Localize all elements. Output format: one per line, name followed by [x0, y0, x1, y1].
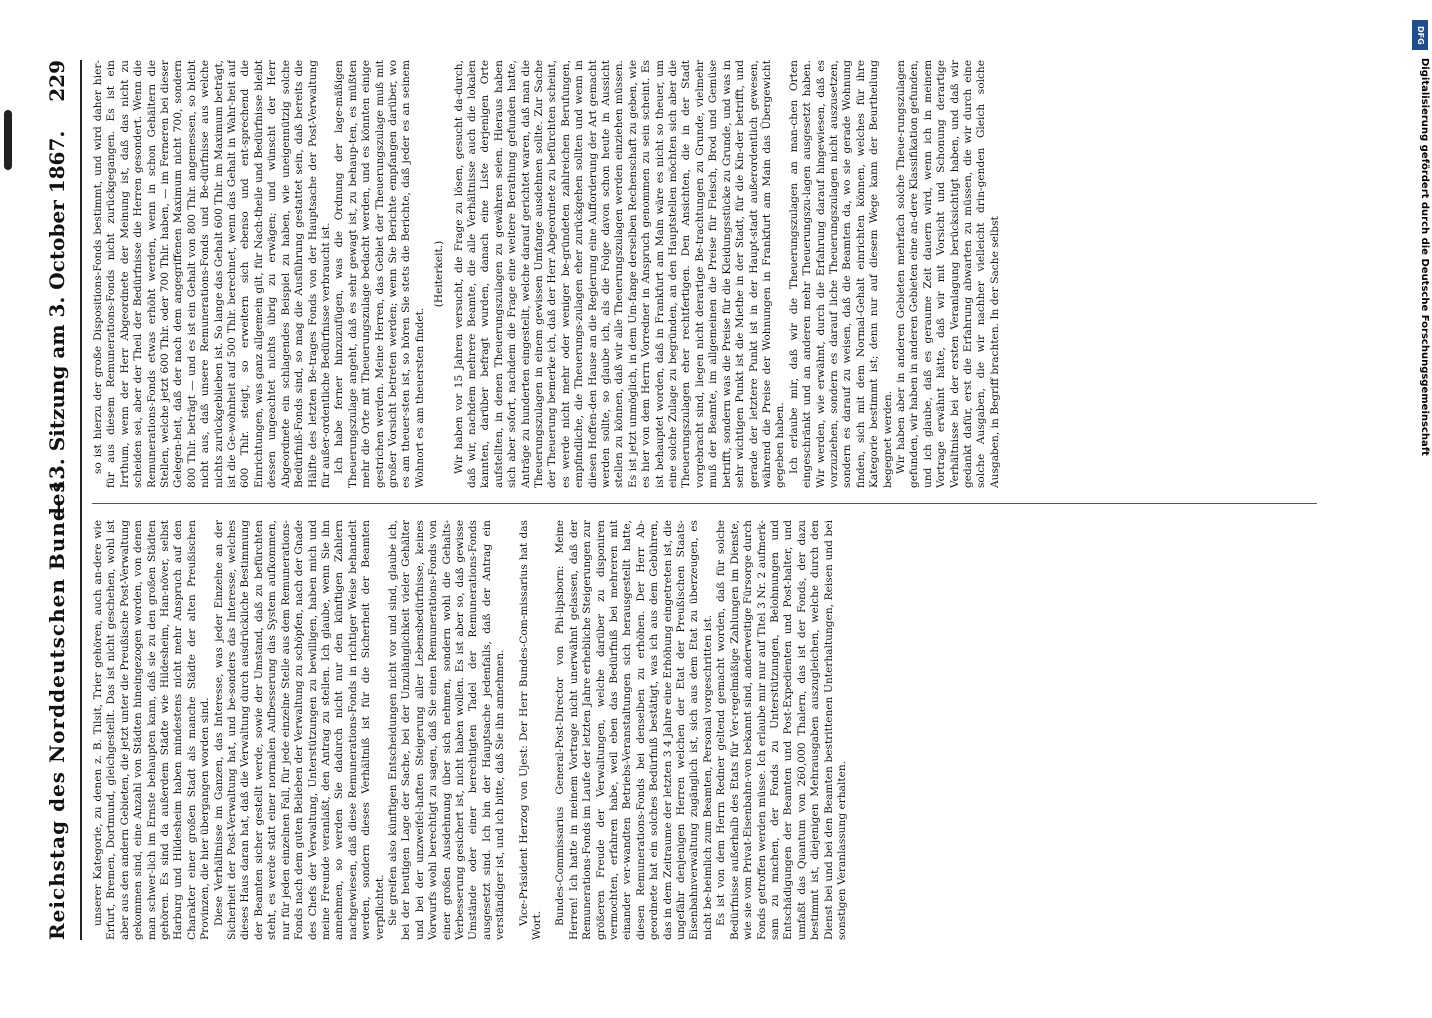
header-rule [80, 60, 82, 940]
paragraph: Es ist von dem Herrn Redner geltend gemacht worden, daß für solche Bedürfnisse außerhalb des Etats für Ver-regelmäßige Zahlungen im Dienste, wie sie vom Privat-Eisenbahn-von bekannt sind, anderweitige Fürsorge durch Fonds getroffen werden müsse. Ich erlaube mir nur auf Titel 3 Nr. 2 aufmerk-sam zu machen, der Fonds zu Unterstützungen, Belohnungen und Entschädigungen der Beamten und Post-Expedienten und Post-halter, und umfaßt das Quantum von 260,000 Thalern, das ist der Fonds, der dazu bestimmt ist, diejenigen Mehrausgaben auszugleichen, welche durch den Dienst bei und bei den Beamten bestrittenen Unterhaltungen, Reisen und bei sonstigen Veranlassung erhalten. [715, 520, 848, 940]
speaker-paragraph: Bundes-Commissarius General-Post-Director von Phi-lipsborn: Meine Herren! Ich hatte in meinem Vortrage nicht unerwähnt gelassen, daß der Remunerations-Fonds im Laufe der letzten Jahre erhebliche Steigerungen zur größeren Freude der Verwaltungen, welche darüber zu disponiren vermochten, erfahren habe, weil eben das Bedürfniß bei mehreren mit einander ver-wandten Betriebs-Veranstaltungen sich herausgestellt hatte, diesen Remunerations-Fonds bei denselben zu erhöhen. Der Herr Ab-geordnete hat ein solches Bedürfniß bestätigt, was ich aus dem Gebühren, das in dem Zeitraume der letzten 3 4 Jahre eine Erhöhung eingetreten ist, die ungefähr denjenigen Herren welchen der Etat der Preußischen Staats-Eisenbahnverwaltung zugänglich ist, sich aus dem Etat zu überzeugen, es nicht be-heimlich zum Beamten, Personal vorgeschritten ist. [554, 520, 714, 940]
scan-edge-mark [4, 110, 12, 170]
credit-text: Digitalisierung gefördert durch die Deutsche Forschungsgemeinschaft [1419, 58, 1430, 456]
right-column [92, 60, 1317, 488]
paragraph: Ich erlaube mir, daß wir die Theuerungszulagen an man-chen Orten eingeschränkt und an anderen mehr Theuerungszu-lagen ausgesetzt haben. Wir werden, wie erwähnt, durch die Erfahrung darauf hingewiesen, daß es vorzuziehen, sondern es darauf liche Theuerungszulagen nicht auszusetzen, sondern es darauf zu weisen, daß die Beamten da, wo sie gerade Wohnung finden, sich mit dem Normal-Gehalt einrichten können, welches für ihre Kategorie bestimmt ist; denn nur auf diesem Wege kann der Beurtheilung begegnet werden. [787, 60, 894, 488]
paragraph: Sie greifen also künftigen Entscheidungen nicht vor und sind, glaube ich, bei der heutigen Lage der Sache, bei der Unzulänglichkeit vieler Gehälter und bei der unzweifel-haften Steigerung aller Lebensbedürfnisse, keines Vorwurfs wohl berechtigt zu sagen, daß Sie einen Remunerations-Fonds von einer großen Ausdehnung über sich nehmen, sondern wohl die Gehalts-Verbesserung gesichert ist, nicht haben wollen. Es ist aber so, daß gewisse Umstände oder einer berechtigten Tadel der Remunerations-Fonds ausgesetzt sind. Ich bin der Hauptsache jedenfalls, daß der Antrag ein verständiger ist, und ich bitte, daß Sie ihn annehmen. [386, 520, 507, 940]
paragraph: Ich habe ferner hinzuzufügen, was die Ordnung der lage-mäßigen Theuerungszulage angeht, daß es sehr gewagt ist, zu behaup-ten, es müßten mehr die Orte mit Theuerungszulage bedacht werden, und es könnten einige gestrichen werden. Meine Herren, das Gebiet der Theuerungszulage muß mit großer Vorsicht betreten werden; wenn Sie Berichte empfangen darüber, wo es am theuer-sten ist, so hören Sie stets die Berichte, daß jeder es an seinem Wohnort es am theuersten findet. [333, 60, 426, 488]
paragraph: Diese Verhältnisse im Ganzen, das Interesse, was jeder Einzelne an der Sicherheit der Post-Verwaltung hat, und be-sonders das Interesse, welches dieses Haus daran hat, daß die Verwaltung durch ausdrückliche Bestimmung der Beamten sicher gestellt werde, sowie der Umstand, daß zu befürchten steht, es werde statt einer normalen Aufbesserung das System aufkommen, nur für jeden einzelnen Fall, für jede einzelne Stelle aus dem Remunerations-Fonds nach dem guten Belieben der Verwaltung zu schöpfen, nach der Gnade des Chefs der Verwaltung, Unterstützungen zu bewilligen, haben mich und meine Freunde veranlaßt, den Antrag zu stellen. Ich glaube, wenn Sie ihn annehmen, so werden Sie dadurch nicht nur den künftigen Zahlern nachgewiesen, daß diese Remunerations-Fonds in richtiger Weise behandelt werden, sondern dieses Verhältniß ist für die Sicherheit der Beamten verpflichtet. [212, 520, 386, 940]
digitization-credit [1410, 20, 1430, 980]
speaker-paragraph: Vice-Präsident Herzog von Ujest: Der Herr Bundes-Com-missarius hat das Wort. [517, 520, 543, 940]
running-header [45, 60, 85, 940]
page-number: 229 [45, 60, 69, 102]
session-date: — 13. Sitzung am 3. October 1867. [45, 130, 69, 520]
dfg-logo: DFG [1412, 20, 1428, 50]
paragraph: Wir haben aber in anderen Gebieten mehrfach solche Theue-rungszulagen gefunden, wir haben in anderen Gebieten eine an-dere Klassifikation gefunden, und ich glaube, daß es geraume Zeit dauern wird, wenn ich in meinem Vortrage erwähnt hätte, daß wir mit Vorsicht und Schonung derartige Verhältnisse bei der ersten Veranlagung berücksichtigt haben, und daß wir gedankt dafür, erst die Erfahrung abwarten zu müssen, die wir durch eine solche Ausgaben, die wir nachher vielleicht drin-genden Gleich solche Ausgaben, in Begriff brachten. In der Sache selbst [894, 60, 1001, 488]
paragraph: unserer Kategorie, zu denen z. B. Tilsit, Trier gehören, auch an-dere wie Erfurt, Bremen, Dortmund, gleichgestellt. Das ist nicht geschehen, wohl ist aber aus den andern Gebieten, die jetzt unter die Preußische Post-Verwaltung gekommen sind, eine Anzahl von Städten hineingezogen worden, von denen man schwer-lich im Ernste behaupten kann, daß sie zu den großen Städten gehören. Es sind da außerdem Städte wie Hildesheim, Han-növer, selbst Harburg und Hildesheim haben mindestens nicht mehr Anspruch auf den Charakter einer großen Stadt als manche Städte der alten Preußischen Provinzen, die hier übergangen worden sind. [92, 520, 212, 940]
left-column [92, 520, 1317, 940]
paragraph: so ist hierzu der große Dispositions-Fonds bestimmt, und wird daher hier-für aus diesem Remunerations-Fonds nicht zurückgegangen. Es ist ein Irrthum, wenn der Herr Abgeordnete der Meinung ist, daß das nicht zu scheiden sei, aber der Theil der Bedürfnisse die Herren gesondert. Wenn die Remunerations-Fonds etwas erhöht werden, wenn in schon Gehältern die Stellen, welche jetzt 600 Thlr. oder 700 Thlr. haben, — im Ferneren bei dieser Gelegen-heit, daß der nach dem angegriffenen Maximum nicht 700, sondern 800 Thlr. beträgt — und es ist ein Gehalt von 800 Thlr. angemessen, so bleibt nicht aus, daß unsere Remunerations-Fonds und Be-dürfnisse aus welche nichts zurückgeblieben ist. So lange das Gehalt 600 Thlr. im Maximum beträgt, ist die Ge-wohnheit auf 500 Thlr. berechnet, wenn das Gehalt in Wahr-heit auf 600 Thlr. steigt, so erweitern sich ebenso und ent-sprechend die Einrichtungen, was ganz allgemein gilt, für Nach-theile und Bedürfnisse bleibt dessen ungeachtet nichts übrig zu erwägen; und wünscht der Herr Abgeordnete ein schlagendes Beispiel zu haben, wie uneigennützig solche Bedürfniß-Fonds sind, so mag die Ausführung gestattet sein, daß bereits die Hälfte des letzten Be-trages Fonds von der Hauptsache der Post-Verwaltung für außer-ordentliche Bedürfnisse verbraucht ist. [92, 60, 332, 488]
paragraph: Wir haben vor 15 Jahren versucht, die Frage zu lösen, gesucht da-durch, daß wir, nachdem mehrere Beamte, die alle Verhältnisse auch die lokalen kannten, darüber befragt wurden, danach eine Liste derjenigen Orte aufstellten, in denen Theuerungszulagen zu gewähren seien. Hieraus haben sich aber sofort, nachdem die Frage eine weitere Berathung gefunden hatte, Anträge zu hunderten eingestellt, welche darauf gerichtet waren, daß man die Theuerungszulagen in einem gewissen Umfange ausdehnen sollte. Zur Sache der Theuerung bemerke ich, daß der Herr Abgeordnete zu befürchten scheint, es werde nicht mehr oder weniger be-gründeten zahlreichen Berufungen, empfindliche, die Theuerungs-zulagen eher zurückgehen sollten und wenn in diesen Hoffen-den Hause an die Regierung eine Aufforderung der Art gemacht werden sollte, so glaube ich, als die Folge davon schon heute in Aussicht stellen zu können, daß wir alle Theuerungszulagen werden einziehen müssen. Es ist jetzt unmöglich, in dem Um-fange derselben Rechenschaft zu geben, wie es hier von dem Herrn Vorredner in Anspruch genommen zu sein scheint. Es ist behauptet worden, daß in Frankfurt am Main wäre es nicht so theuer, um eine solche Zulage zu begründen, an den Hauptstellen möchten sich aber die Theuerungszulagen eher rechtfertigen. Den Ansichten, die in der Stadt vorgebracht sind, liegen nicht derartige Be-trachtungen zu Grunde, vielmehr muß der Beamte, im allgemeinen die Preise für Fleisch, Brod und Gemüse betrifft, sondern was die Preise für die Kleidungsstücke zu Grunde, und was in sehr wichtigen Punkt ist die Miethe in der Stadt, für die Kin-der betrifft, und gerade der letztere Punkt ist in der Haupt-stadt außerordentlich gewesen, während die Preise der Wohnungen in Frankfurt am Main das Übergewicht gegeben haben. [452, 60, 787, 488]
column-rule [92, 503, 1317, 504]
interjection: (Heiterkeit.) [433, 240, 446, 308]
publication-title: Reichstag des Norddeutschen Bundes. [45, 472, 69, 940]
